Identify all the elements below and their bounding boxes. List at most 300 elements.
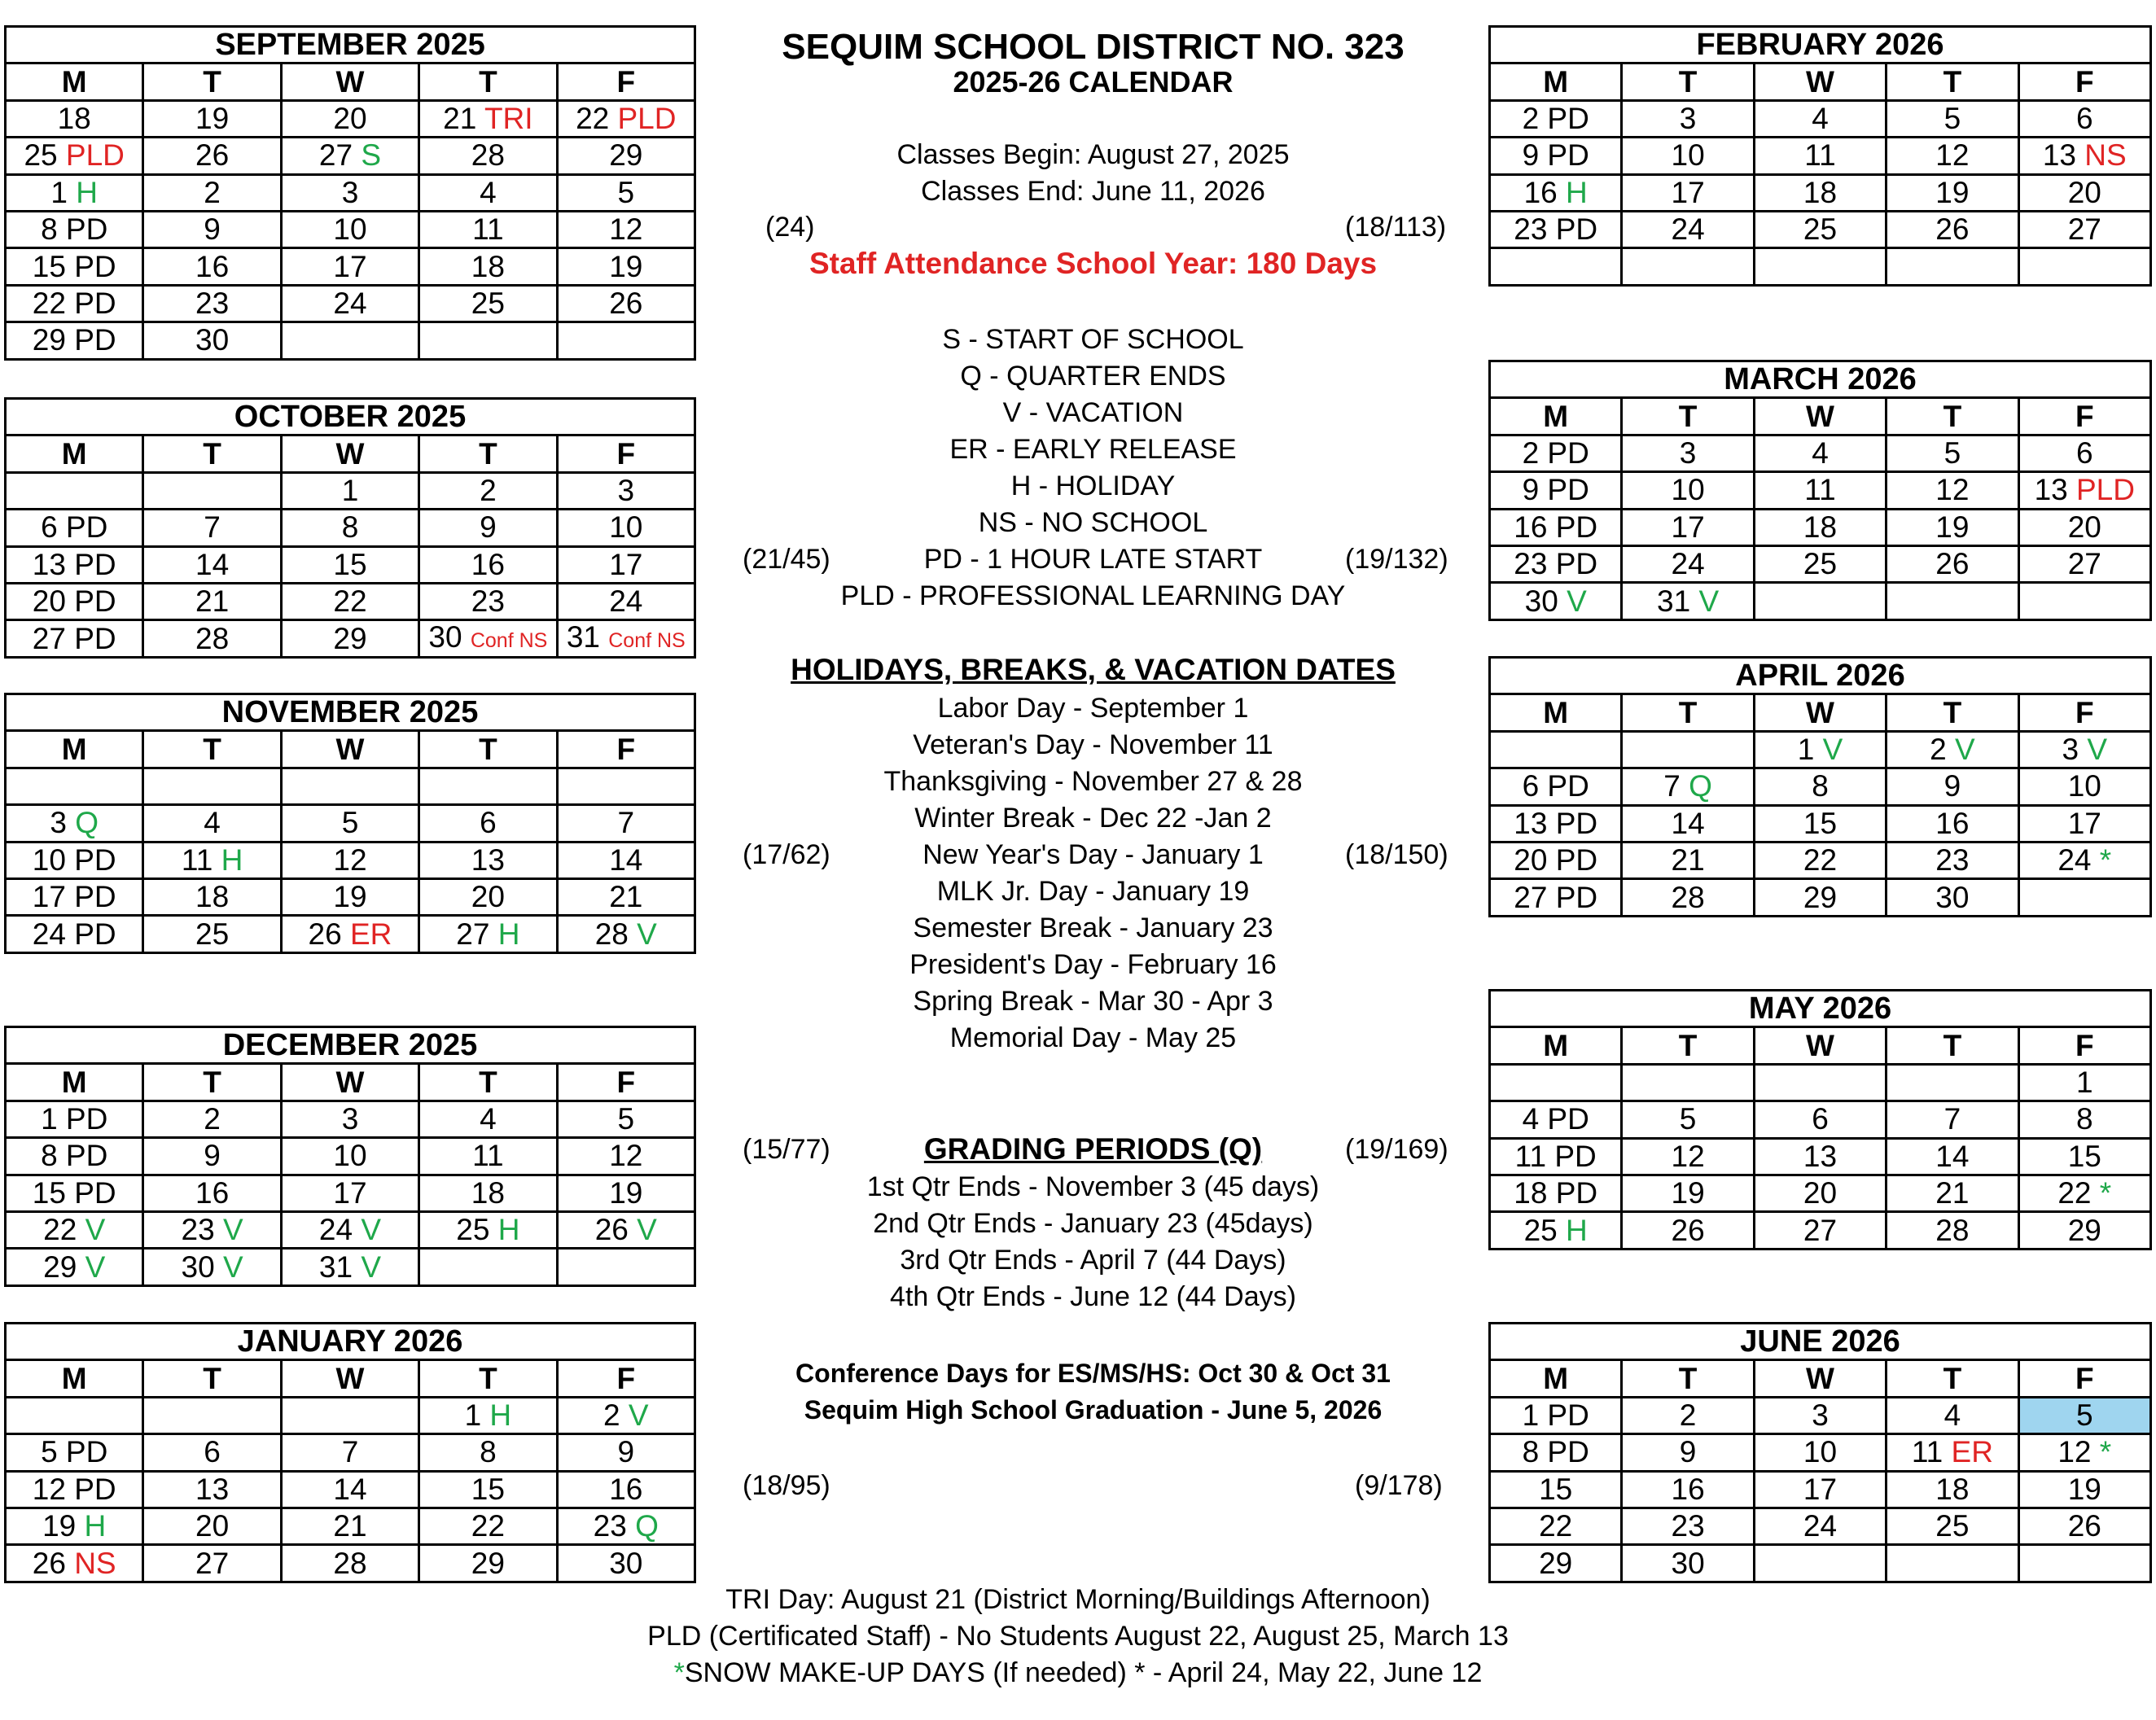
day-cell [1754,509,1886,545]
count-right: (9/178) [1355,1470,1443,1501]
day-number: 9 [1679,1435,1697,1469]
day-number: 6 [480,806,497,840]
day-cell [281,916,418,952]
day-number: 12 [1935,473,1970,507]
day-header: T [143,731,281,768]
day-cell [1490,1434,1622,1471]
day-cell [281,285,418,322]
holiday-item: Spring Break - Mar 30 - Apr 3 [913,986,1273,1017]
day-cell [143,322,281,359]
holiday-item: Labor Day - September 1 [937,693,1249,724]
day-cell [419,1397,557,1433]
legend-late-start: PD - 1 HOUR LATE START [923,544,1263,575]
day-number: 3 [1679,435,1697,470]
day-cell [1886,211,2018,247]
day-cell [2018,509,2150,545]
day-cell [1622,583,1754,619]
day-number: 7 [341,1435,359,1469]
day-cell [143,510,281,546]
day-header: T [419,435,557,472]
month-title: FEBRUARY 2026 [1490,27,2151,63]
day-cell [557,805,695,842]
day-number: 4 [480,175,497,209]
day-cell [6,1397,143,1433]
day-code: * [2099,1435,2112,1469]
day-cell [6,878,143,915]
day-number: 4 [480,1101,497,1136]
day-header: W [281,1064,418,1101]
day-cell [1490,1471,1622,1508]
day-cell [1622,1508,1754,1544]
day-header: W [1754,1027,1886,1064]
day-header: T [143,1064,281,1101]
day-cell [143,1249,281,1285]
day-number: 13 [2042,138,2077,173]
day-number: 1 [41,1101,58,1136]
day-cell [281,1138,418,1175]
day-number: 29 [1539,1546,1573,1580]
day-cell [6,248,143,285]
day-code: NS [2084,138,2127,173]
day-cell [6,510,143,546]
day-cell [419,174,557,211]
day-cell [143,100,281,137]
day-header: M [1490,1360,1622,1397]
legend-professional-learning-day: PLD - PROFESSIONAL LEARNING DAY [840,580,1346,611]
day-code: V [1822,732,1843,766]
day-number: 1 [464,1398,482,1432]
day-number: 26 [594,1213,629,1247]
day-code: PD [1547,1102,1589,1136]
day-cell [1490,100,1622,137]
day-cell [1886,879,2018,916]
day-cell [1622,805,1754,842]
day-number: 5 [1943,435,1961,470]
grading-item: 2nd Qtr Ends - January 23 (45days) [873,1208,1313,1239]
day-number: 18 [471,249,505,283]
day-number: 11 [181,842,213,877]
day-cell [1754,100,1886,137]
day-cell [1622,1471,1754,1508]
day-cell [2018,1212,2150,1249]
day-cell [2018,545,2150,582]
day-cell [281,878,418,915]
legend-no-school: NS - NO SCHOOL [978,507,1208,538]
day-cell [557,138,695,174]
day-number: 16 [1523,175,1558,209]
day-header: T [1886,694,2018,731]
month-title: JANUARY 2026 [6,1324,695,1360]
day-number: 1 [1522,1398,1540,1432]
day-header: T [419,63,557,100]
day-number: 30 [1935,880,1970,914]
day-cell [419,1138,557,1175]
day-number: 8 [1812,769,1829,803]
day-cell [143,1545,281,1582]
day-cell [557,100,695,137]
day-code: Conf NS [470,628,548,652]
day-number: 14 [1671,806,1705,840]
day-cell [557,768,695,804]
day-header: F [557,63,695,100]
day-number: 5 [2075,1398,2093,1432]
day-number: 29 [333,621,367,655]
day-code: PD [1547,101,1589,135]
day-cell [1754,1175,1886,1211]
footer-snow-makeup [0,1657,2156,1688]
day-number: 28 [333,1546,367,1580]
month-title: MARCH 2026 [1490,361,2151,398]
day-number: 15 [471,1472,505,1506]
day-header: M [1490,398,1622,435]
day-cell [1754,174,1886,211]
calendar-april-2026 [1488,656,2152,917]
day-cell [557,1545,695,1582]
day-cell [143,1211,281,1248]
day-cell [1886,472,2018,509]
day-cell [281,322,418,359]
day-number: 27 [1514,880,1548,914]
day-cell [1490,211,1622,247]
day-cell [143,1434,281,1471]
day-header: F [557,731,695,768]
day-cell [1754,842,1886,878]
day-cell [1490,435,1622,471]
day-number: 4 [204,806,221,840]
day-cell [2018,1101,2150,1138]
day-cell [143,768,281,804]
count-left: (21/45) [743,544,830,575]
day-cell [557,1397,695,1433]
day-cell [281,1249,418,1285]
day-number: 15 [333,547,367,581]
day-cell [143,248,281,285]
footer-tri-day: TRI Day: August 21 (District Morning/Buildings Afternoon) [725,1584,1431,1615]
day-number: 22 [1539,1509,1573,1543]
count-left: (17/62) [743,839,830,870]
grading-item: 3rd Qtr Ends - April 7 (44 Days) [900,1245,1286,1276]
day-number: 29 [2067,1213,2101,1247]
day-cell [2018,583,2150,619]
day-header: W [281,435,418,472]
legend-early-release: ER - EARLY RELEASE [949,434,1237,465]
day-number: 20 [2067,175,2101,209]
day-cell [557,248,695,285]
day-number: 20 [32,584,66,619]
day-number: 30 [195,323,230,357]
day-cell [1886,174,2018,211]
day-cell [1622,1138,1754,1175]
day-cell [6,916,143,952]
day-number: 27 [2067,212,2101,247]
holiday-item: MLK Jr. Day - January 19 [936,876,1250,907]
count-left: (24) [765,212,815,243]
legend-holiday: H - HOLIDAY [1010,470,1176,501]
day-code: H [497,1213,520,1247]
day-cell [557,916,695,952]
day-cell [1754,1212,1886,1249]
day-cell [281,211,418,247]
day-number: 28 [1671,880,1705,914]
day-code: Q [1689,769,1712,803]
day-number: 26 [1935,547,1970,581]
calendar-december-2025 [4,1026,696,1287]
day-header: T [1622,398,1754,435]
day-number: 2 [204,1101,221,1136]
day-cell [1754,545,1886,582]
day-cell [557,211,695,247]
day-cell [1622,100,1754,137]
day-header: F [2018,1027,2150,1064]
day-number: 3 [617,473,635,507]
day-cell [2018,1471,2150,1508]
footer-pld: PLD (Certificated Staff) - No Students August 22, August 25, March 13 [647,1621,1509,1652]
day-code: H [1566,1213,1588,1247]
day-cell [281,1471,418,1508]
day-cell [1754,1471,1886,1508]
day-number: 10 [1671,138,1705,173]
day-cell [6,768,143,804]
day-cell [1622,1212,1754,1249]
day-header: T [1622,1360,1754,1397]
day-number: 26 [195,138,230,173]
day-number: 20 [2067,510,2101,544]
day-number: 15 [32,1175,66,1210]
day-cell [419,916,557,952]
day-cell [419,768,557,804]
day-cell [1886,768,2018,805]
day-cell [281,1175,418,1211]
day-cell [557,472,695,509]
day-cell [2018,731,2150,768]
day-cell [1754,435,1886,471]
count-right: (18/113) [1345,212,1447,243]
month-title: MAY 2026 [1490,991,2151,1027]
calendar-february-2026 [1488,25,2152,287]
day-number: 10 [32,842,66,877]
day-cell [1886,1064,2018,1101]
day-header: W [1754,1360,1886,1397]
day-cell [1490,1508,1622,1544]
day-cell [419,138,557,174]
day-number: 7 [204,510,221,545]
day-number: 21 [1671,843,1705,878]
day-number: 9 [480,510,497,545]
day-number: 5 [1679,1102,1697,1136]
day-number: 5 [617,175,635,209]
day-cell [1886,1138,2018,1175]
legend-vacation: V - VACATION [1002,397,1184,428]
day-number: 29 [32,323,66,357]
day-cell [1622,1175,1754,1211]
month-title: JUNE 2026 [1490,1324,2151,1360]
holiday-item: Thanksgiving - November 27 & 28 [883,766,1303,797]
month-title: NOVEMBER 2025 [6,694,695,731]
day-number: 8 [341,510,359,545]
day-number: 16 [195,249,230,283]
day-number: 27 [318,138,353,173]
day-number: 8 [41,1139,58,1173]
day-number: 20 [195,1509,230,1543]
day-number: 23 [1514,547,1548,581]
day-cell [6,1434,143,1471]
day-cell [143,583,281,619]
day-cell [6,1175,143,1211]
day-cell [143,211,281,247]
day-cell [419,510,557,546]
day-cell [419,211,557,247]
day-number: 9 [1522,138,1540,173]
day-number: 11 [472,212,504,247]
day-cell [557,1471,695,1508]
day-number: 19 [609,249,643,283]
day-cell [557,1175,695,1211]
legend-start-of-school: S - START OF SCHOOL [942,324,1244,355]
day-code: PD [74,917,116,951]
day-header: T [419,731,557,768]
day-number: 10 [333,212,367,247]
day-number: 1 [50,175,68,209]
count-left: (15/77) [743,1134,830,1165]
day-code: PD [1555,880,1598,914]
day-number: 22 [43,1213,77,1247]
day-number: 10 [609,510,643,545]
day-code: ER [1951,1435,1993,1469]
day-cell [281,768,418,804]
day-number: 21 [443,101,477,135]
day-cell [557,174,695,211]
day-number: 15 [1539,1472,1573,1506]
day-code: PD [1555,510,1598,544]
day-number: 27 [195,1546,230,1580]
day-number: 8 [41,212,58,247]
day-cell [143,805,281,842]
day-number: 27 [456,917,490,951]
day-header: M [1490,1027,1622,1064]
day-cell [557,546,695,583]
day-cell [143,1508,281,1544]
day-cell [419,620,557,657]
day-number: 19 [1935,175,1970,209]
day-cell [557,322,695,359]
day-header: T [419,1360,557,1397]
day-number: 24 [1671,212,1705,247]
day-number: 26 [1671,1213,1705,1247]
day-number: 3 [50,806,67,840]
day-number: 21 [609,880,643,914]
day-number: 2 [603,1398,620,1432]
day-number: 29 [1803,880,1838,914]
calendar-november-2025 [4,693,696,954]
day-cell [419,1249,557,1285]
day-cell [281,138,418,174]
day-code: PD [65,510,108,545]
day-number: 10 [1671,473,1705,507]
day-header: W [1754,63,1886,100]
day-number: 6 [41,510,58,545]
day-code: PD [65,1435,108,1469]
day-number: 16 [471,547,505,581]
day-code: PD [1555,843,1598,878]
day-cell [2018,805,2150,842]
day-cell [419,1101,557,1137]
day-number: 18 [195,880,230,914]
day-cell [1622,1101,1754,1138]
day-number: 3 [2062,732,2079,766]
day-cell [2018,1175,2150,1211]
day-cell [419,1175,557,1211]
day-cell [1490,472,1622,509]
day-number: 22 [471,1509,505,1543]
day-number: 12 [1671,1139,1705,1173]
day-cell [6,1211,143,1248]
day-cell [1754,1545,1886,1582]
day-number: 16 [1935,806,1970,840]
day-cell [1886,1471,2018,1508]
day-number: 5 [617,1101,635,1136]
day-cell [1754,1101,1886,1138]
day-code: Q [635,1509,659,1543]
day-number: 15 [1803,806,1838,840]
day-code: Conf NS [608,628,686,652]
day-code: V [85,1213,106,1247]
day-number: 21 [333,1509,367,1543]
day-number: 26 [609,286,643,320]
day-cell [419,1434,557,1471]
day-number: 9 [617,1435,635,1469]
month-title: OCTOBER 2025 [6,399,695,435]
day-cell [1622,174,1754,211]
day-number: 31 [318,1250,353,1284]
day-number: 6 [2075,101,2093,135]
day-number: 11 [1804,473,1836,507]
day-cell [6,1101,143,1137]
day-number: 24 [1803,1509,1838,1543]
graduation-date: Sequim High School Graduation - June 5, 2026 [804,1395,1383,1425]
day-cell [2018,1138,2150,1175]
day-number: 10 [333,1139,367,1173]
day-cell [419,248,557,285]
day-number: 25 [1935,1509,1970,1543]
day-number: 1 [1797,732,1815,766]
day-code: H [497,917,520,951]
day-number: 2 [204,175,221,209]
day-number: 12 [609,1139,643,1173]
day-number: 16 [1514,510,1548,544]
day-number: 9 [1943,769,1961,803]
day-number: 19 [333,880,367,914]
day-cell [143,1397,281,1433]
day-number: 18 [1803,175,1838,209]
day-header: T [143,1360,281,1397]
day-header: W [281,63,418,100]
day-code: PD [65,1101,108,1136]
day-number: 4 [1522,1102,1540,1136]
day-number: 24 [318,1213,353,1247]
day-number: 20 [1514,843,1548,878]
day-code: PD [1547,435,1589,470]
day-number: 17 [1671,510,1705,544]
day-cell [1754,138,1886,174]
snow-star: * [673,1657,685,1688]
day-cell [1622,768,1754,805]
day-cell [1754,879,1886,916]
day-cell [419,583,557,619]
day-header: T [143,63,281,100]
day-cell [1886,435,2018,471]
day-number: 14 [195,547,230,581]
day-code: H [84,1509,107,1543]
